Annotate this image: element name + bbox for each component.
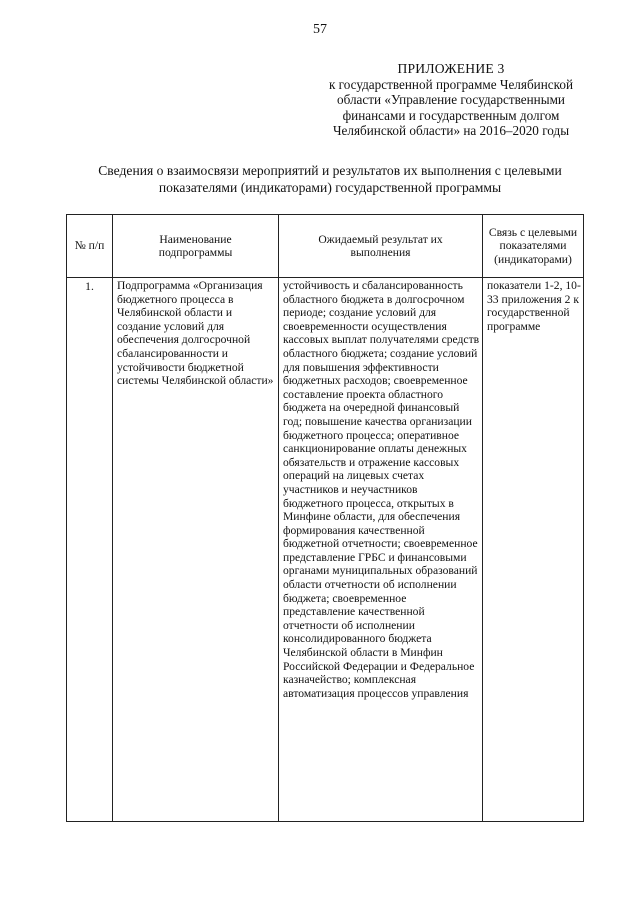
appendix-line: финансами и государственным долгом <box>342 107 560 123</box>
table-row <box>67 278 584 822</box>
appendix-line: области «Управление государственными <box>336 92 565 108</box>
table-header-row <box>67 215 584 278</box>
header-name: Наименование подпрограммы <box>113 215 279 278</box>
row-num: 1. <box>67 278 113 822</box>
page-number: 57 <box>313 22 327 37</box>
appendix-caption <box>296 61 606 139</box>
row-expected-result: устойчивость и сбалансированность областного бюджета в долгосрочном периоде; создание условий для своевременности осуществления кассовых выплат получателями средств областного бюджета; создание условий для повышения эффективности бюджетных расходов; своевременное составление проекта областного бюджета на очередной финансовый год; повышение качества организации бюджетного процесса; оперативное санкционирование оплаты денежных обязательств и отражение кассовых операций на лицевых счетах участников и неучастников бюджетного процесса, открытых в Минфине области, для обеспечения формирования качественной бюджетной отчетности; своевременное представление ГРБС и финансовыми органами муниципальных образований области отчетности об исполнении бюджета; своевременное представление качественной отчетности об исполнении консолидированного бюджета Челябинской области в Минфин Российской Федерации и Федеральное казначейство; комплексная автоматизация процессов управления <box>279 278 483 822</box>
header-result: Ожидаемый результат их выполнения <box>279 215 483 278</box>
row-indicator-link: показатели 1-2, 10-33 приложения 2 к государственной программе <box>483 278 584 822</box>
appendix-line: Челябинской области» на 2016–2020 годы <box>332 123 570 139</box>
row-subprogram-name: Подпрограмма «Организация бюджетного процесса в Челябинской области и создание условий для обеспечения долгосрочной сбалансированности и устойчивости бюджетной системы Челябинской области» <box>113 278 279 822</box>
header-link: Связь с целевыми показателями (индикаторами) <box>483 215 584 278</box>
relations-table <box>66 214 584 822</box>
header-num: № п/п <box>67 215 113 278</box>
appendix-line: к государственной программе Челябинской <box>328 76 574 92</box>
appendix-title: ПРИЛОЖЕНИЕ 3 <box>397 61 505 76</box>
document-heading: Сведения о взаимосвязи мероприятий и результатов их выполнения с целевыми показателями (индикаторами) государственной программы <box>98 163 562 195</box>
